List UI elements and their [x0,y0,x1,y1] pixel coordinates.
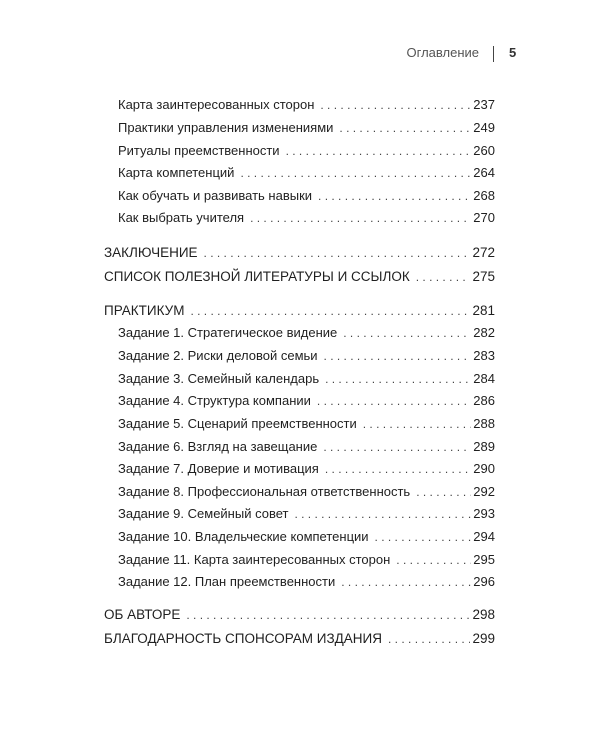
toc-entry-label: Карта заинтересованных сторон [118,97,315,112]
toc-entry-label: ПРАКТИКУМ [104,303,185,318]
toc-leader-dots [396,550,471,570]
toc-entry[interactable] [118,482,495,502]
toc-section-entry[interactable] [104,605,495,625]
toc-entry[interactable] [118,504,495,524]
toc-entry-label: Задание 11. Карта заинтересованных сторон [118,552,391,567]
toc-leader-dots [339,118,471,138]
toc-leader-dots [325,369,471,389]
toc-entry-page: 260 [473,143,495,158]
toc-entry[interactable] [118,95,495,115]
toc-entry-page: 296 [473,574,495,589]
toc-leader-dots [416,267,471,287]
toc-entry-page: 298 [472,607,495,622]
toc-entry-page: 283 [473,348,495,363]
toc-entry-page: 295 [473,552,495,567]
toc-leader-dots [325,459,471,479]
toc-leader-dots [294,504,471,524]
toc-entry-label: Задание 5. Сценарий преемственности [118,416,357,431]
toc-entry-label: Задание 7. Доверие и мотивация [118,461,319,476]
toc-entry[interactable] [118,527,495,547]
toc-entry-page: 294 [473,529,495,544]
toc-section-entry[interactable] [104,301,495,321]
toc-entry-page: 281 [472,303,495,318]
toc-leader-dots [320,95,471,115]
toc-entry-page: 290 [473,461,495,476]
toc-leader-dots [204,243,471,263]
toc-entry-page: 272 [472,245,495,260]
toc-entry-label: Карта компетенций [118,165,235,180]
toc-entry-label: Как обучать и развивать навыки [118,188,313,203]
toc-leader-dots [388,629,470,649]
toc-entry-page: 284 [473,371,495,386]
toc-leader-dots [318,186,471,206]
toc-entry-label: Задание 1. Стратегическое видение [118,325,338,340]
toc-entry-page: 264 [473,165,495,180]
toc-entry-label: Как выбрать учителя [118,210,245,225]
toc-entry-page: 268 [473,188,495,203]
toc-entry-label: Практики управления изменениями [118,120,334,135]
toc-entry[interactable] [118,437,495,457]
toc-entry-page: 288 [473,416,495,431]
toc-entry-label: Задание 9. Семейный совет [118,506,289,521]
toc-leader-dots [186,605,470,625]
toc-entry-page: 275 [472,269,495,284]
toc-entry-label: БЛАГОДАРНОСТЬ СПОНСОРАМ ИЗДАНИЯ [104,631,383,646]
toc-leader-dots [190,301,470,321]
toc-entry[interactable] [118,186,495,206]
toc-section-entry[interactable] [104,243,495,263]
toc-entry-label: Задание 8. Профессиональная ответственность [118,484,411,499]
toc-entry[interactable] [118,572,495,592]
toc-entry[interactable] [118,141,495,161]
toc-entry-label: ЗАКЛЮЧЕНИЕ [104,245,198,260]
toc-leader-dots [240,163,471,183]
page-number: 5 [509,45,517,60]
toc-leader-dots [250,208,471,228]
toc-leader-dots [341,572,471,592]
toc-entry-page: 286 [473,393,495,408]
toc-entry-label: Задание 12. План преемственности [118,574,336,589]
toc-entry[interactable] [118,163,495,183]
toc-entry-page: 282 [473,325,495,340]
toc-entry[interactable] [118,346,495,366]
toc-leader-dots [286,141,472,161]
toc-entry-label: Задание 6. Взгляд на завещание [118,439,318,454]
toc-entry-page: 299 [472,631,495,646]
toc-leader-dots [416,482,471,502]
toc-leader-dots [324,346,472,366]
toc-entry-label: Задание 3. Семейный календарь [118,371,320,386]
toc-entry[interactable] [118,118,495,138]
toc-leader-dots [343,323,471,343]
toc-leader-dots [323,437,471,457]
toc-entry[interactable] [118,369,495,389]
toc-entry-label: Задание 4. Структура компании [118,393,311,408]
toc-entry-page: 292 [473,484,495,499]
toc-entry[interactable] [118,323,495,343]
toc-leader-dots [363,414,472,434]
toc-section-entry[interactable] [104,629,495,649]
toc-entry-label: СПИСОК ПОЛЕЗНОЙ ЛИТЕРАТУРЫ И ССЫЛОК [104,269,410,284]
toc-entry-page: 249 [473,120,495,135]
toc-entry-page: 289 [473,439,495,454]
toc-entry[interactable] [118,208,495,228]
toc-entry-label: Задание 2. Риски деловой семьи [118,348,318,363]
toc-entry[interactable] [118,550,495,570]
toc-entry-label: Ритуалы преемственности [118,143,280,158]
toc-entry-page: 293 [473,506,495,521]
running-head-title: Оглавление [406,45,479,60]
toc-entry[interactable] [118,414,495,434]
toc-entry[interactable] [118,391,495,411]
toc-entry-label: ОБ АВТОРЕ [104,607,181,622]
toc-entry[interactable] [118,459,495,479]
toc-leader-dots [375,527,472,547]
toc-section-entry[interactable] [104,267,495,287]
toc-leader-dots [317,391,471,411]
toc-entry-page: 237 [473,97,495,112]
toc-entry-page: 270 [473,210,495,225]
toc-entry-label: Задание 10. Владельческие компетенции [118,529,369,544]
